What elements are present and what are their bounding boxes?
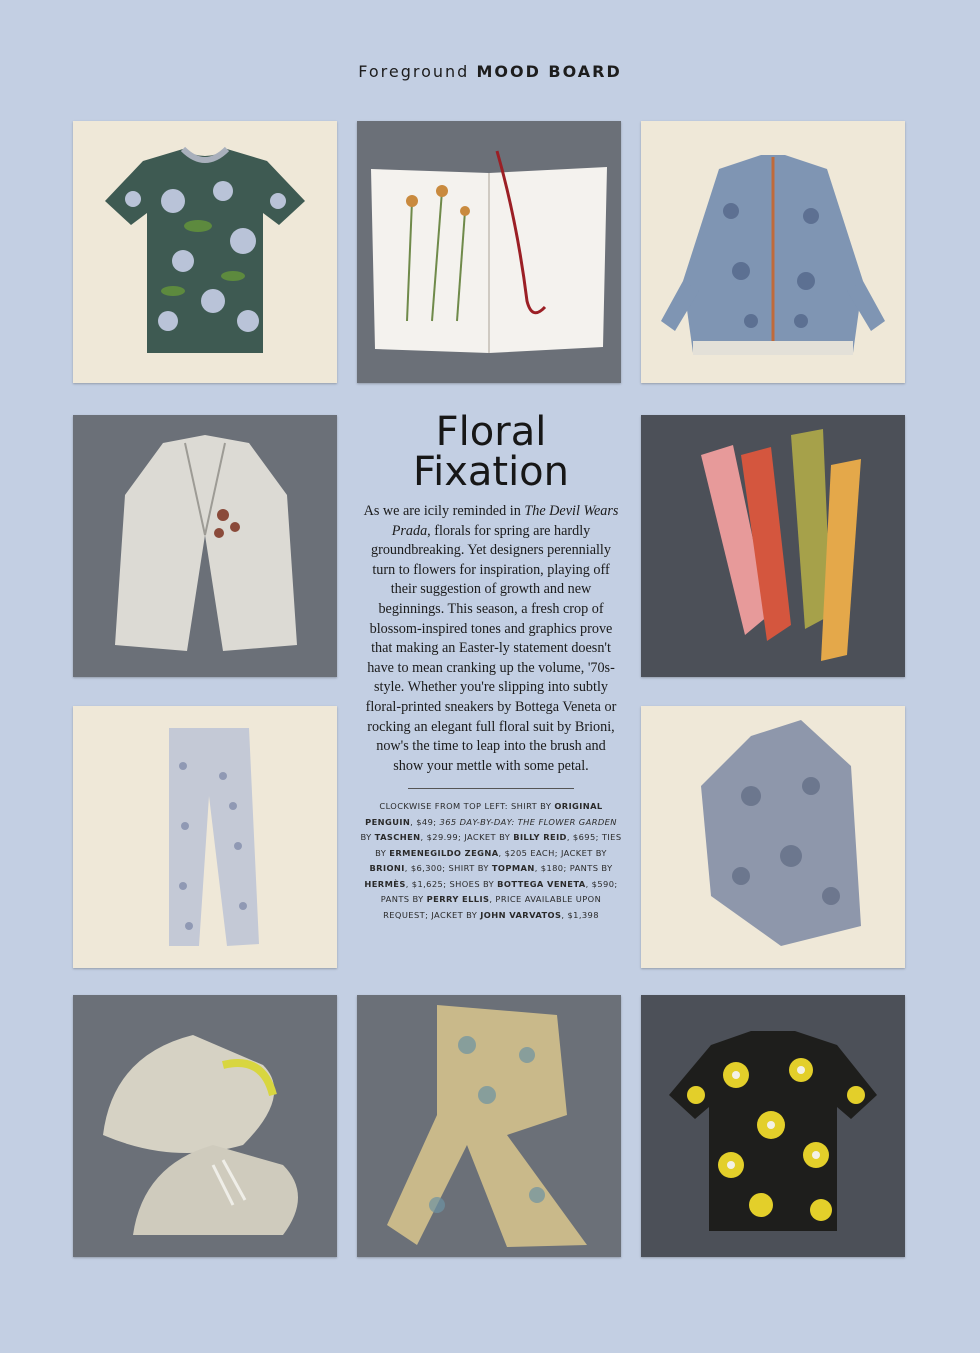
photo-floral-jacket <box>641 706 905 968</box>
photo-floral-sneakers <box>73 995 337 1257</box>
section-title: MOOD BOARD <box>476 62 622 81</box>
article <box>360 409 622 923</box>
photo-floral-bomber-jacket <box>641 121 905 383</box>
photo-floral-ties <box>641 415 905 677</box>
product-credits: CLOCKWISE FROM TOP LEFT: SHIRT BY ORIGINAL PENGUIN, $49; 365 DAY-BY-DAY: THE FLOWER GARDEN BY TASCHEN, $29.99; JACKET BY BILLY REID, $695; TIES BY ERMENEGILDO ZEGNA, $205 EACH; JACKET BY BRIONI, $6,300; SHIRT BY TOPMAN, $180; PANTS BY HERMÈS, $1,625; SHOES BY BOTTEGA VENETA, $590; PANTS BY PERRY ELLIS, PRICE AVAILABLE UPON REQUEST; JACKET BY JOHN VARVATOS, $1,398 <box>360 801 622 920</box>
headline <box>360 409 622 495</box>
section-header <box>0 62 980 81</box>
photo-floral-blazer <box>73 415 337 677</box>
headline-line-1: Floral <box>435 409 547 455</box>
film-title: The Devil Wears Prada <box>391 503 619 539</box>
section-label: Foreground <box>358 62 470 81</box>
article-body: As we are icily reminded in The Devil Wears Prada, florals for spring are hardly groundbreaking. Yet designers perennially turn to flowers for inspiration, playing off their suggestion of growth and new beginnings. This season, a fresh crop of blossom-inspired tones and graphics prove that making an Easter-ly statement doesn't have to mean cranking up the volume, '70s-style. Whether you're slipping into subtly floral-printed sneakers by Bottega Veneta or rocking an elegant full floral suit by Brioni, now's the time to leap into the brush and show your mettle with some petal. <box>363 503 619 774</box>
photo-floral-trousers <box>73 706 337 968</box>
photo-floral-tshirt <box>73 121 337 383</box>
headline-line-2: Fixation <box>412 449 569 495</box>
photo-floral-pants <box>357 995 621 1257</box>
divider <box>408 788 574 789</box>
photo-yellow-daisy-shirt <box>641 995 905 1257</box>
photo-flower-book <box>357 121 621 383</box>
